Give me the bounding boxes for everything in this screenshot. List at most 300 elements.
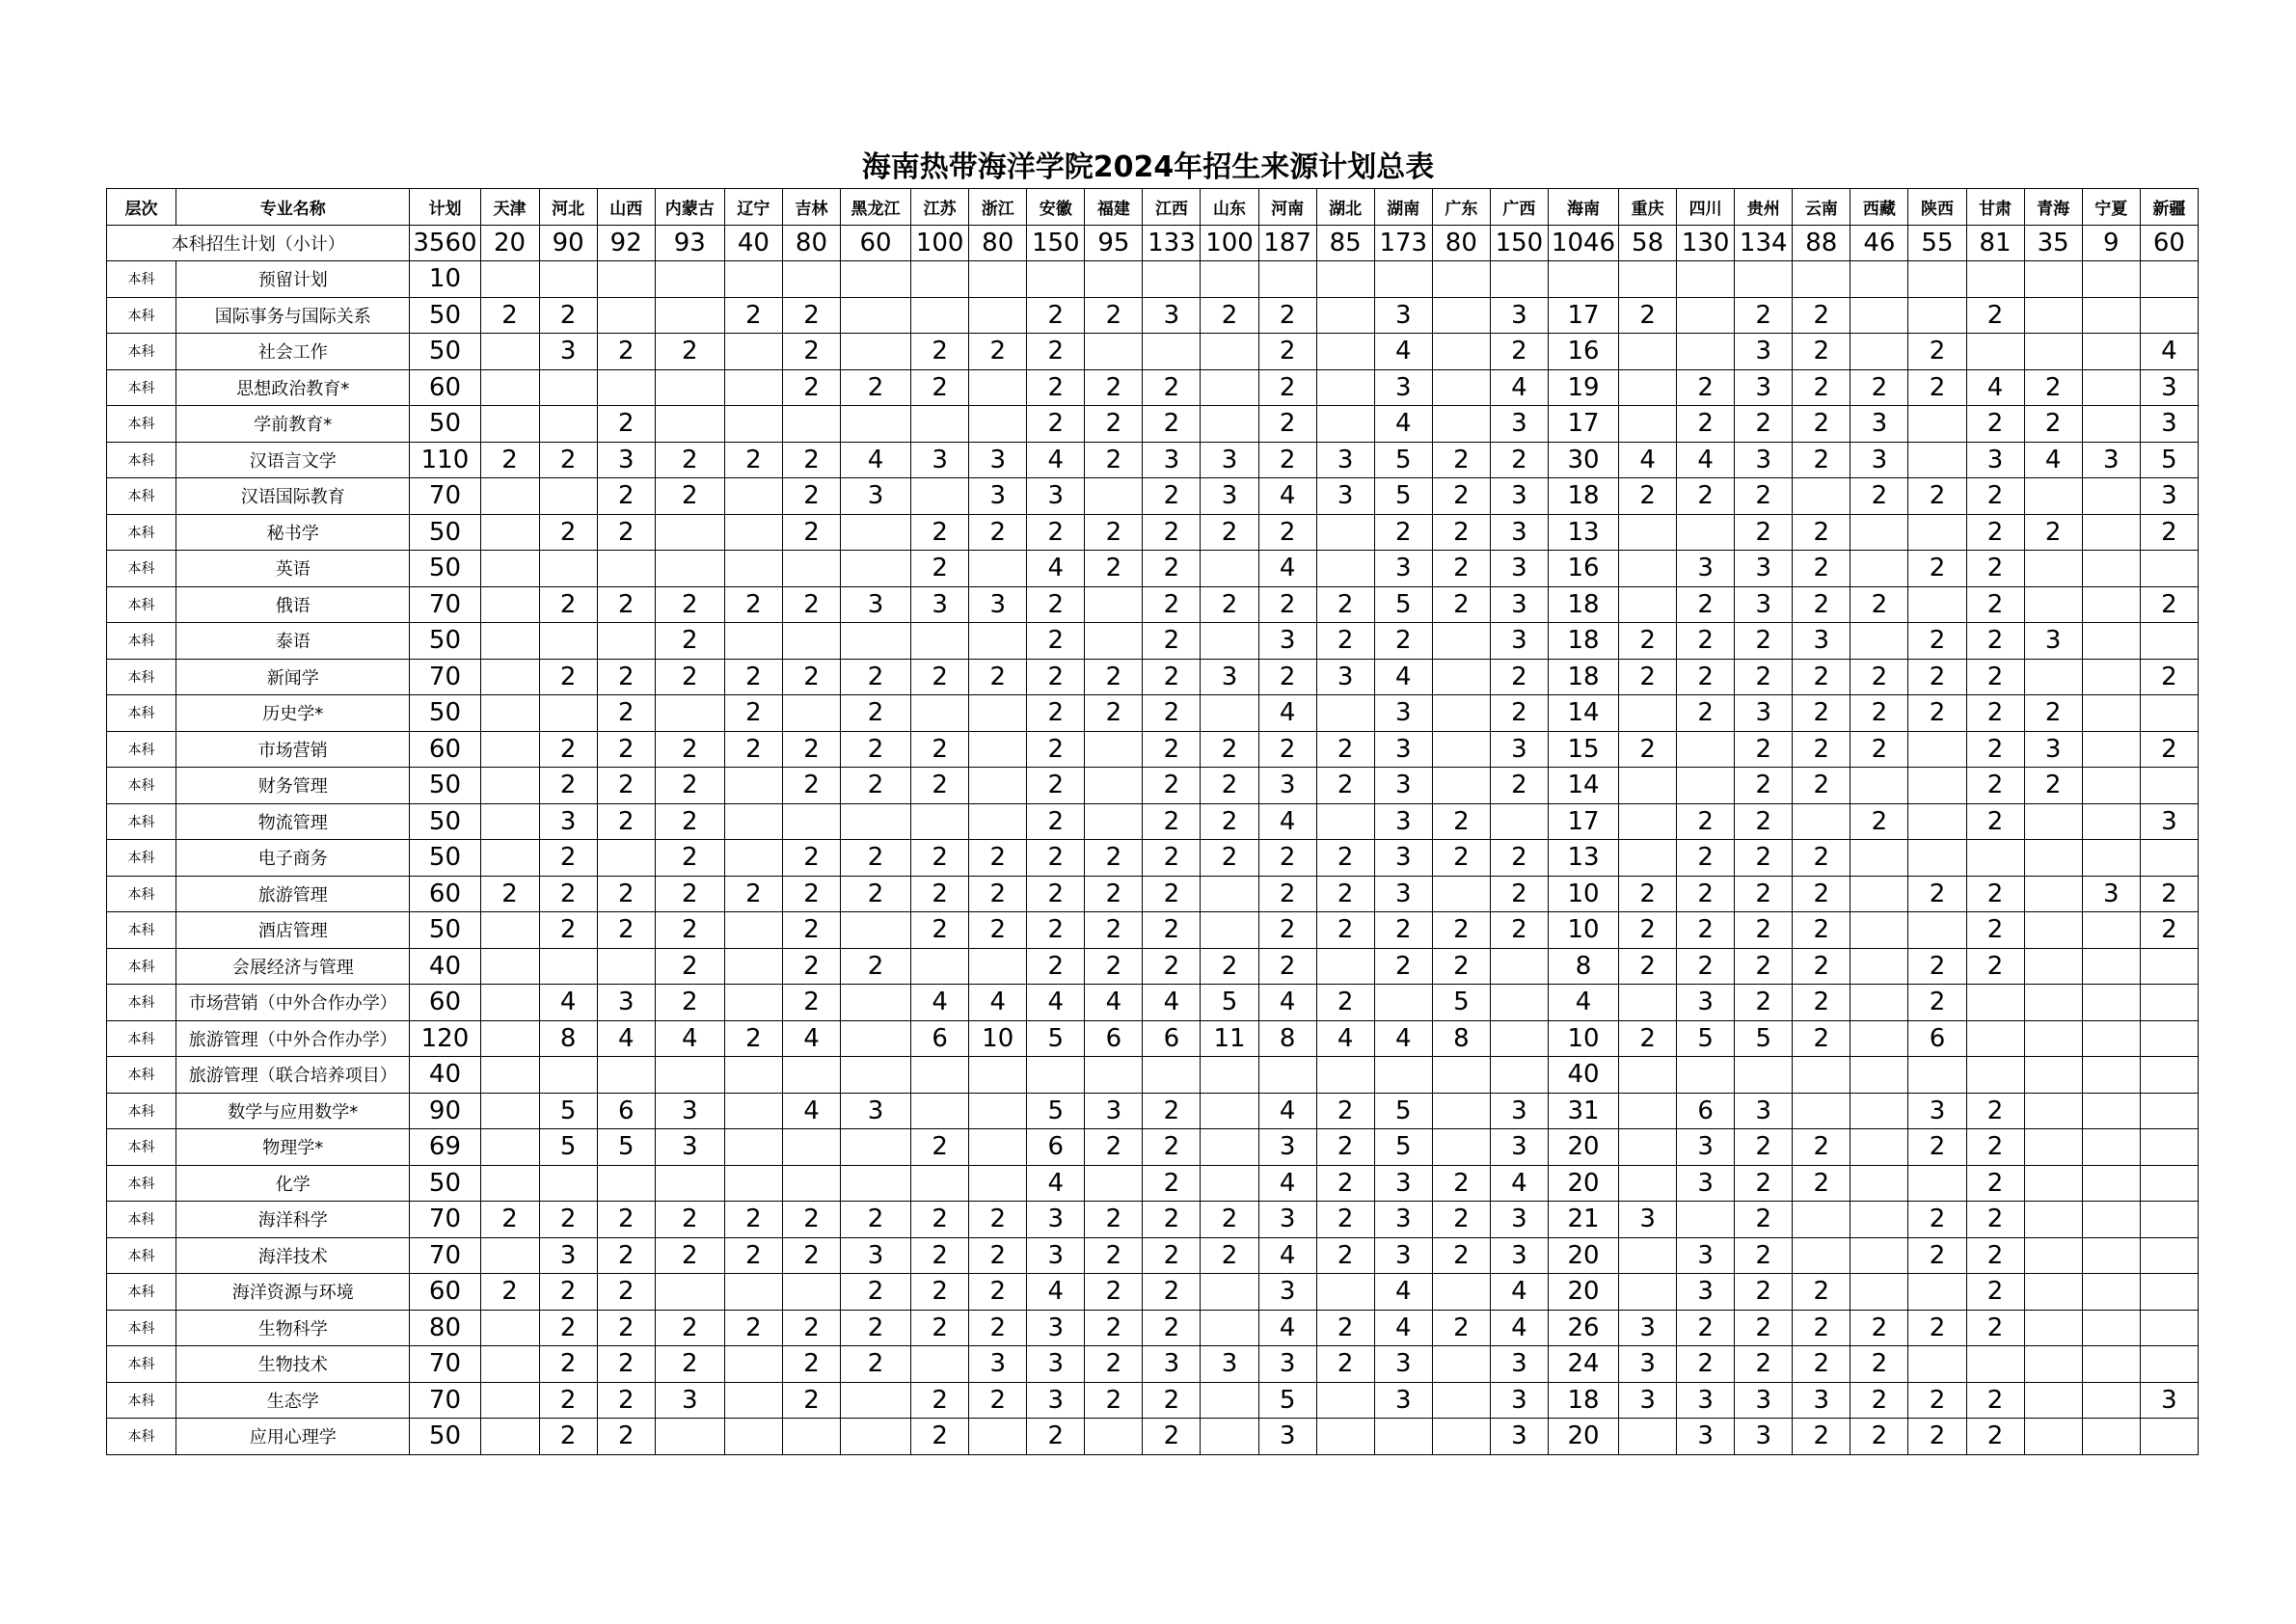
column-header: 西藏 (1850, 189, 1908, 226)
quota-cell: 3 (597, 985, 655, 1021)
quota-cell (1432, 406, 1490, 443)
quota-cell (841, 803, 911, 840)
quota-cell: 24 (1548, 1346, 1618, 1383)
quota-cell: 3 (1374, 876, 1432, 912)
quota-cell: 4 (1490, 369, 1548, 406)
quota-cell: 2 (1735, 1129, 1793, 1166)
table-row (107, 1237, 2199, 1274)
quota-cell: 3 (1619, 1310, 1677, 1346)
column-header: 专业名称 (176, 189, 410, 226)
quota-cell: 2 (1027, 406, 1085, 443)
quota-cell (841, 261, 911, 298)
quota-cell (655, 369, 724, 406)
quota-cell: 2 (655, 623, 724, 660)
quota-cell (2024, 1165, 2082, 1202)
quota-cell: 2 (539, 442, 597, 478)
column-header: 层次 (107, 189, 176, 226)
quota-cell: 4 (2024, 442, 2082, 478)
table-row (107, 297, 2199, 334)
quota-cell: 2 (911, 731, 969, 768)
quota-cell: 2 (1201, 768, 1258, 804)
quota-cell (724, 912, 782, 949)
quota-cell: 3 (1374, 695, 1432, 732)
quota-cell: 2 (1490, 695, 1548, 732)
quota-cell (1374, 1057, 1432, 1094)
quota-cell: 2 (1316, 1310, 1374, 1346)
level-cell: 本科 (107, 297, 176, 334)
level-cell: 本科 (107, 334, 176, 370)
quota-cell: 2 (1027, 297, 1085, 334)
quota-cell (2024, 1419, 2082, 1455)
quota-cell (1201, 334, 1258, 370)
quota-cell: 2 (1143, 514, 1201, 551)
quota-cell: 2 (1966, 731, 2024, 768)
quota-cell: 2 (1908, 659, 1966, 695)
quota-cell: 2 (1201, 1237, 1258, 1274)
quota-cell: 2 (1619, 623, 1677, 660)
quota-cell: 2 (539, 1310, 597, 1346)
plan-total-cell: 70 (410, 1346, 480, 1383)
quota-cell: 3 (1258, 1419, 1316, 1455)
quota-cell (1850, 1129, 1908, 1166)
quota-cell (597, 297, 655, 334)
quota-cell: 2 (1677, 840, 1735, 877)
quota-cell: 4 (1490, 1310, 1548, 1346)
quota-cell: 3 (1677, 1382, 1735, 1419)
quota-cell (2024, 334, 2082, 370)
quota-cell: 4 (1374, 1310, 1432, 1346)
quota-cell (480, 478, 539, 515)
header-row (107, 189, 2199, 226)
quota-cell (1201, 1382, 1258, 1419)
quota-cell (1201, 1129, 1258, 1166)
quota-cell (597, 623, 655, 660)
quota-cell: 2 (724, 1020, 782, 1057)
column-header: 四川 (1677, 189, 1735, 226)
quota-cell: 2 (1677, 623, 1735, 660)
quota-cell: 2 (841, 695, 911, 732)
quota-cell (969, 551, 1027, 587)
quota-cell: 2 (1027, 586, 1085, 623)
quota-cell: 2 (841, 369, 911, 406)
quota-cell: 2 (1850, 1310, 1908, 1346)
quota-cell: 2 (597, 1346, 655, 1383)
quota-cell: 2 (539, 876, 597, 912)
quota-cell: 2 (1793, 1020, 1850, 1057)
quota-cell (1850, 985, 1908, 1021)
quota-cell: 2 (782, 1237, 840, 1274)
quota-cell: 2 (1201, 948, 1258, 985)
quota-cell: 2 (1432, 1165, 1490, 1202)
quota-cell: 3 (1490, 551, 1548, 587)
quota-cell: 2 (782, 586, 840, 623)
quota-cell: 3 (1490, 1237, 1548, 1274)
column-header: 云南 (1793, 189, 1850, 226)
quota-cell: 3 (1374, 768, 1432, 804)
major-name-cell: 新闻学 (176, 659, 410, 695)
quota-cell (841, 623, 911, 660)
quota-cell: 3 (655, 1382, 724, 1419)
quota-cell: 2 (597, 334, 655, 370)
quota-cell (1850, 948, 1908, 985)
quota-cell: 2 (1027, 1419, 1085, 1455)
quota-cell (969, 1093, 1027, 1129)
column-header: 江西 (1143, 189, 1201, 226)
column-header: 山东 (1201, 189, 1258, 226)
quota-cell: 2 (539, 1202, 597, 1238)
plan-total-cell: 50 (410, 803, 480, 840)
quota-cell: 2 (1966, 912, 2024, 949)
plan-total-cell: 50 (410, 695, 480, 732)
quota-cell: 3 (969, 1346, 1027, 1383)
quota-cell (480, 985, 539, 1021)
quota-cell (480, 261, 539, 298)
quota-cell: 3 (1735, 1093, 1793, 1129)
quota-cell: 2 (1677, 659, 1735, 695)
quota-cell (724, 1165, 782, 1202)
quota-cell: 2 (1793, 297, 1850, 334)
quota-cell: 3 (1027, 1202, 1085, 1238)
level-cell: 本科 (107, 876, 176, 912)
quota-cell: 2 (841, 1310, 911, 1346)
quota-cell: 2 (1966, 514, 2024, 551)
quota-cell (1201, 912, 1258, 949)
subtotal-cell: 58 (1619, 225, 1677, 261)
plan-total-cell: 90 (410, 1093, 480, 1129)
quota-cell: 8 (1258, 1020, 1316, 1057)
quota-cell: 2 (1316, 1129, 1374, 1166)
quota-cell (1677, 1202, 1735, 1238)
quota-cell: 4 (539, 985, 597, 1021)
quota-cell (2024, 297, 2082, 334)
quota-cell (655, 261, 724, 298)
quota-cell: 2 (655, 659, 724, 695)
quota-cell: 2 (1201, 803, 1258, 840)
quota-cell: 2 (1735, 1165, 1793, 1202)
quota-cell: 2 (2140, 876, 2198, 912)
quota-cell: 2 (911, 369, 969, 406)
quota-cell: 2 (1619, 478, 1677, 515)
quota-cell: 4 (1027, 551, 1085, 587)
quota-cell (2140, 261, 2198, 298)
quota-cell (2082, 731, 2140, 768)
plan-total-cell: 50 (410, 623, 480, 660)
quota-cell: 2 (724, 442, 782, 478)
quota-cell: 2 (597, 1419, 655, 1455)
quota-cell (1432, 369, 1490, 406)
quota-cell: 2 (1793, 768, 1850, 804)
quota-cell (655, 297, 724, 334)
quota-cell: 2 (1258, 514, 1316, 551)
subtotal-cell: 93 (655, 225, 724, 261)
quota-cell: 2 (1793, 369, 1850, 406)
quota-cell: 2 (1258, 406, 1316, 443)
quota-cell: 2 (1793, 840, 1850, 877)
quota-cell: 2 (1490, 659, 1548, 695)
quota-cell (2082, 1237, 2140, 1274)
quota-cell (1258, 1057, 1316, 1094)
quota-cell: 2 (1735, 1202, 1793, 1238)
quota-cell (782, 695, 840, 732)
quota-cell (480, 1237, 539, 1274)
quota-cell: 4 (1027, 1274, 1085, 1311)
column-header: 陕西 (1908, 189, 1966, 226)
quota-cell (724, 1274, 782, 1311)
quota-cell: 2 (782, 731, 840, 768)
quota-cell (1850, 876, 1908, 912)
quota-cell: 2 (1027, 876, 1085, 912)
quota-cell (1966, 334, 2024, 370)
major-name-cell: 市场营销（中外合作办学） (176, 985, 410, 1021)
quota-cell: 3 (1490, 1202, 1548, 1238)
quota-cell: 2 (1793, 1419, 1850, 1455)
quota-cell: 2 (1374, 514, 1432, 551)
quota-cell (1793, 803, 1850, 840)
quota-cell: 2 (1374, 623, 1432, 660)
quota-cell: 3 (1374, 1382, 1432, 1419)
quota-cell (2024, 659, 2082, 695)
quota-cell: 4 (969, 985, 1027, 1021)
quota-cell (1966, 1020, 2024, 1057)
quota-cell: 3 (1490, 1129, 1548, 1166)
subtotal-cell: 134 (1735, 225, 1793, 261)
quota-cell: 2 (1908, 369, 1966, 406)
quota-cell: 2 (1966, 623, 2024, 660)
column-header: 重庆 (1619, 189, 1677, 226)
quota-cell: 3 (1201, 442, 1258, 478)
quota-cell: 3 (2024, 731, 2082, 768)
quota-cell: 2 (597, 803, 655, 840)
quota-cell: 2 (655, 478, 724, 515)
quota-cell (2024, 261, 2082, 298)
quota-cell (1908, 1346, 1966, 1383)
quota-cell (1850, 912, 1908, 949)
subtotal-cell: 100 (911, 225, 969, 261)
quota-cell (2024, 586, 2082, 623)
level-cell: 本科 (107, 803, 176, 840)
quota-cell (1143, 261, 1201, 298)
quota-cell (1677, 1057, 1735, 1094)
quota-cell (2024, 912, 2082, 949)
quota-cell: 2 (1735, 912, 1793, 949)
quota-cell (969, 406, 1027, 443)
table-row (107, 442, 2199, 478)
quota-cell (1316, 514, 1374, 551)
quota-cell: 3 (969, 478, 1027, 515)
major-name-cell: 财务管理 (176, 768, 410, 804)
quota-cell: 2 (911, 876, 969, 912)
table-row (107, 551, 2199, 587)
quota-cell (2082, 803, 2140, 840)
quota-cell (1619, 369, 1677, 406)
quota-cell (1201, 1093, 1258, 1129)
major-name-cell: 应用心理学 (176, 1419, 410, 1455)
quota-cell: 3 (1677, 1165, 1735, 1202)
quota-cell (2082, 768, 2140, 804)
quota-cell (2082, 1020, 2140, 1057)
quota-cell: 2 (597, 406, 655, 443)
quota-cell: 2 (1966, 1419, 2024, 1455)
quota-cell (969, 1057, 1027, 1094)
quota-cell: 2 (1619, 912, 1677, 949)
major-name-cell: 社会工作 (176, 334, 410, 370)
level-cell: 本科 (107, 659, 176, 695)
quota-cell (597, 948, 655, 985)
subtotal-cell: 9 (2082, 225, 2140, 261)
quota-cell: 2 (1735, 659, 1793, 695)
quota-cell: 4 (1085, 985, 1143, 1021)
quota-cell: 8 (1432, 1020, 1490, 1057)
quota-cell: 2 (782, 659, 840, 695)
quota-cell: 4 (782, 1020, 840, 1057)
quota-cell: 2 (911, 659, 969, 695)
level-cell: 本科 (107, 1274, 176, 1311)
quota-cell (1432, 1419, 1490, 1455)
table-row (107, 514, 2199, 551)
quota-cell: 4 (1490, 1274, 1548, 1311)
quota-cell: 2 (1677, 948, 1735, 985)
quota-cell: 3 (1735, 1419, 1793, 1455)
quota-cell: 2 (2024, 406, 2082, 443)
quota-cell: 2 (1143, 623, 1201, 660)
quota-cell: 2 (1966, 876, 2024, 912)
quota-cell (969, 695, 1027, 732)
table-row (107, 803, 2199, 840)
quota-cell: 2 (1027, 514, 1085, 551)
quota-cell (1908, 803, 1966, 840)
quota-cell: 2 (1316, 768, 1374, 804)
quota-cell (724, 1093, 782, 1129)
level-cell: 本科 (107, 514, 176, 551)
quota-cell: 18 (1548, 659, 1618, 695)
table-row (107, 659, 2199, 695)
major-name-cell: 思想政治教育* (176, 369, 410, 406)
quota-cell: 4 (1966, 369, 2024, 406)
quota-cell (2024, 1237, 2082, 1274)
quota-cell: 3 (841, 586, 911, 623)
quota-cell: 4 (1374, 406, 1432, 443)
quota-cell: 4 (1258, 1165, 1316, 1202)
column-header: 辽宁 (724, 189, 782, 226)
quota-cell: 3 (1908, 1093, 1966, 1129)
quota-cell (1201, 261, 1258, 298)
level-cell: 本科 (107, 1057, 176, 1094)
quota-cell (1793, 1202, 1850, 1238)
quota-cell (2140, 1274, 2198, 1311)
subtotal-cell: 55 (1908, 225, 1966, 261)
major-name-cell: 秘书学 (176, 514, 410, 551)
quota-cell: 2 (1619, 297, 1677, 334)
quota-cell: 2 (1966, 1129, 2024, 1166)
subtotal-cell: 1046 (1548, 225, 1618, 261)
quota-cell (597, 369, 655, 406)
quota-cell (1432, 1346, 1490, 1383)
quota-cell (782, 1057, 840, 1094)
quota-cell (2082, 369, 2140, 406)
quota-cell: 2 (1027, 948, 1085, 985)
major-name-cell: 生态学 (176, 1382, 410, 1419)
quota-cell (1908, 442, 1966, 478)
quota-cell: 3 (1619, 1346, 1677, 1383)
quota-cell: 2 (1908, 1202, 1966, 1238)
quota-cell: 2 (1966, 551, 2024, 587)
quota-cell (480, 1093, 539, 1129)
quota-cell: 2 (1258, 442, 1316, 478)
quota-cell: 3 (1735, 334, 1793, 370)
plan-total-cell: 50 (410, 514, 480, 551)
major-name-cell: 汉语言文学 (176, 442, 410, 478)
quota-cell: 2 (655, 948, 724, 985)
quota-cell: 3 (1677, 985, 1735, 1021)
quota-cell: 2 (597, 912, 655, 949)
plan-total-cell: 70 (410, 659, 480, 695)
quota-cell (480, 768, 539, 804)
quota-cell: 8 (1548, 948, 1618, 985)
plan-total-cell: 70 (410, 1202, 480, 1238)
table-row (107, 1165, 2199, 1202)
quota-cell: 2 (911, 1382, 969, 1419)
quota-cell (911, 1346, 969, 1383)
plan-total-cell: 50 (410, 1419, 480, 1455)
quota-cell: 2 (1432, 840, 1490, 877)
quota-cell: 2 (1143, 876, 1201, 912)
quota-cell: 2 (1085, 1274, 1143, 1311)
quota-cell (1619, 1057, 1677, 1094)
quota-cell: 2 (911, 551, 969, 587)
plan-total-cell: 50 (410, 840, 480, 877)
quota-cell: 2 (1374, 912, 1432, 949)
major-name-cell: 生物技术 (176, 1346, 410, 1383)
quota-cell (2140, 1020, 2198, 1057)
quota-cell: 3 (1201, 478, 1258, 515)
level-cell: 本科 (107, 912, 176, 949)
quota-cell (1850, 334, 1908, 370)
major-name-cell: 旅游管理（中外合作办学） (176, 1020, 410, 1057)
quota-cell: 2 (724, 297, 782, 334)
quota-cell: 5 (539, 1129, 597, 1166)
quota-cell (539, 551, 597, 587)
plan-total-cell: 120 (410, 1020, 480, 1057)
quota-cell: 14 (1548, 768, 1618, 804)
quota-cell (841, 1382, 911, 1419)
quota-cell (539, 261, 597, 298)
level-cell: 本科 (107, 1202, 176, 1238)
quota-cell: 2 (1143, 948, 1201, 985)
quota-cell (724, 551, 782, 587)
quota-cell: 6 (911, 1020, 969, 1057)
quota-cell: 2 (969, 334, 1027, 370)
quota-cell: 2 (1966, 297, 2024, 334)
quota-cell (480, 334, 539, 370)
quota-cell: 3 (1735, 695, 1793, 732)
quota-cell: 2 (1432, 586, 1490, 623)
quota-cell (1432, 1129, 1490, 1166)
quota-cell: 2 (1793, 334, 1850, 370)
quota-cell: 2 (782, 514, 840, 551)
quota-cell: 2 (841, 1346, 911, 1383)
quota-cell (724, 1419, 782, 1455)
plan-total-cell: 70 (410, 1237, 480, 1274)
table-row (107, 1129, 2199, 1166)
quota-cell: 2 (1432, 1310, 1490, 1346)
quota-cell: 2 (841, 1202, 911, 1238)
quota-cell: 2 (1316, 1237, 1374, 1274)
level-cell: 本科 (107, 442, 176, 478)
quota-cell (724, 623, 782, 660)
quota-cell: 2 (1143, 695, 1201, 732)
quota-cell: 2 (1374, 948, 1432, 985)
quota-cell: 2 (1085, 1202, 1143, 1238)
